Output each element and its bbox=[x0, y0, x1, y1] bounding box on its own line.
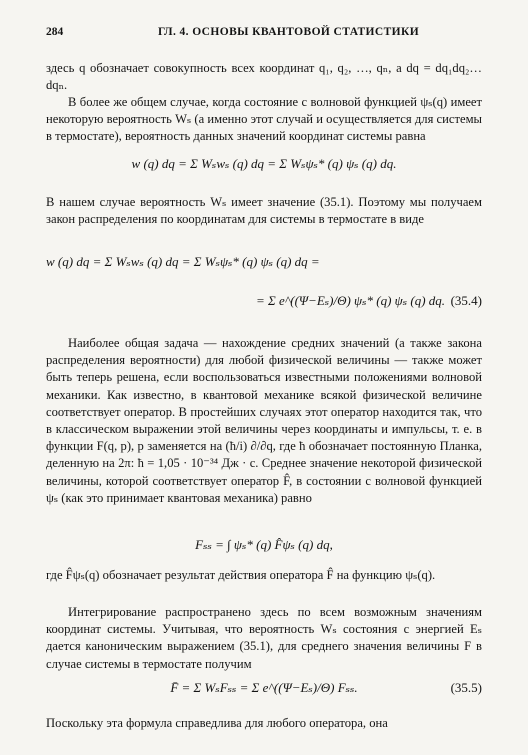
equation-2-line-2 bbox=[46, 293, 482, 309]
paragraph-2 bbox=[46, 94, 482, 146]
paragraph-6-text: Интегрирование распространено здесь по всем возможным значениям координат системы. Учитывая, что вероятность Wₛ состояния с энергией Eₛ дается каноническим выражением (35.1), для среднего значения величины F в случае системы в термостате получим bbox=[46, 605, 482, 671]
paragraph-3 bbox=[46, 194, 482, 228]
equation-4 bbox=[46, 680, 482, 696]
paragraph-7 bbox=[46, 715, 482, 732]
running-header bbox=[46, 26, 482, 42]
equation-2b-text: = Σ e^((Ψ−Eₛ)/Θ) ψₛ* (q) ψₛ (q) dq. bbox=[256, 293, 446, 308]
paragraph-1 bbox=[46, 60, 482, 94]
equation-2a-text: w (q) dq = Σ Wₛwₛ (q) dq = Σ Wₛψₛ* (q) ψₛ (q) dq = bbox=[46, 254, 320, 269]
chapter-title: ГЛ. 4. ОСНОВЫ КВАНТОВОЙ СТАТИСТИКИ bbox=[158, 26, 420, 38]
equation-1-text: w (q) dq = Σ Wₛwₛ (q) dq = Σ Wₛψₛ* (q) ψₛ (q) dq. bbox=[131, 156, 397, 171]
paragraph-1-text: здесь q обозначает совокупность всех координат q₁, q₂, …, qₙ, а dq = dq₁dq₂…dqₙ. bbox=[46, 61, 482, 93]
paragraph-6 bbox=[46, 604, 482, 673]
equation-3-text: Fₛₛ = ∫ ψₛ* (q) F̂ψₛ (q) dq, bbox=[195, 537, 333, 552]
paragraph-5-text: где F̂ψₛ(q) обозначает результат действия оператора F̂ на функцию ψₛ(q). bbox=[46, 568, 436, 582]
equation-4-text: F̄ = Σ WₛFₛₛ = Σ e^((Ψ−Eₛ)/Θ) Fₛₛ. bbox=[170, 680, 358, 695]
page-number: 284 bbox=[46, 26, 64, 38]
equation-2-line-1 bbox=[46, 254, 482, 270]
paragraph-3-text: В нашем случае вероятность Wₛ имеет значение (35.1). Поэтому мы получаем закон распределения по координатам для системы в термостате в виде bbox=[46, 195, 482, 227]
paragraph-7-text: Поскольку эта формула справедлива для любого оператора, она bbox=[46, 716, 388, 730]
equation-1 bbox=[46, 156, 482, 172]
paragraph-4-text: Наиболее общая задача — нахождение средних значений (а также закона распределения вероятности) для любой физической величины — также может быть теперь решена, если воспользоваться известными положениями волновой механики. Как известно, в квантовой механике всякой физической величине соответствует оператор. В простейших случаях этот оператор находится так, что в классическом выражении этой величины через координаты и импульсы, т. е. в функции F(q, p), p заменяется на (ħ/i) ∂/∂q, где ħ обозначает постоянную Планка, деленную на 2π: ħ = 1,05 · 10⁻³⁴ Дж · с. Среднее значение некоторой физической величины, которой соответствует оператор F̂, в состоянии с волновой функцией ψₛ (как это принимает квантовая механика) равно bbox=[46, 336, 482, 505]
paragraph-2-text: В более же общем случае, когда состояние с волновой функцией ψₛ(q) имеет некоторую вероятность Wₛ (а именно этот случай и осуществляется для системы в термостате), вероятность данных значений координат системы равна bbox=[46, 95, 482, 144]
paragraph-4 bbox=[46, 335, 482, 507]
equation-number-35-4: (35.4) bbox=[450, 293, 482, 308]
paragraph-5 bbox=[46, 567, 482, 584]
equation-number-35-5: (35.5) bbox=[450, 680, 482, 695]
equation-3 bbox=[46, 537, 482, 553]
